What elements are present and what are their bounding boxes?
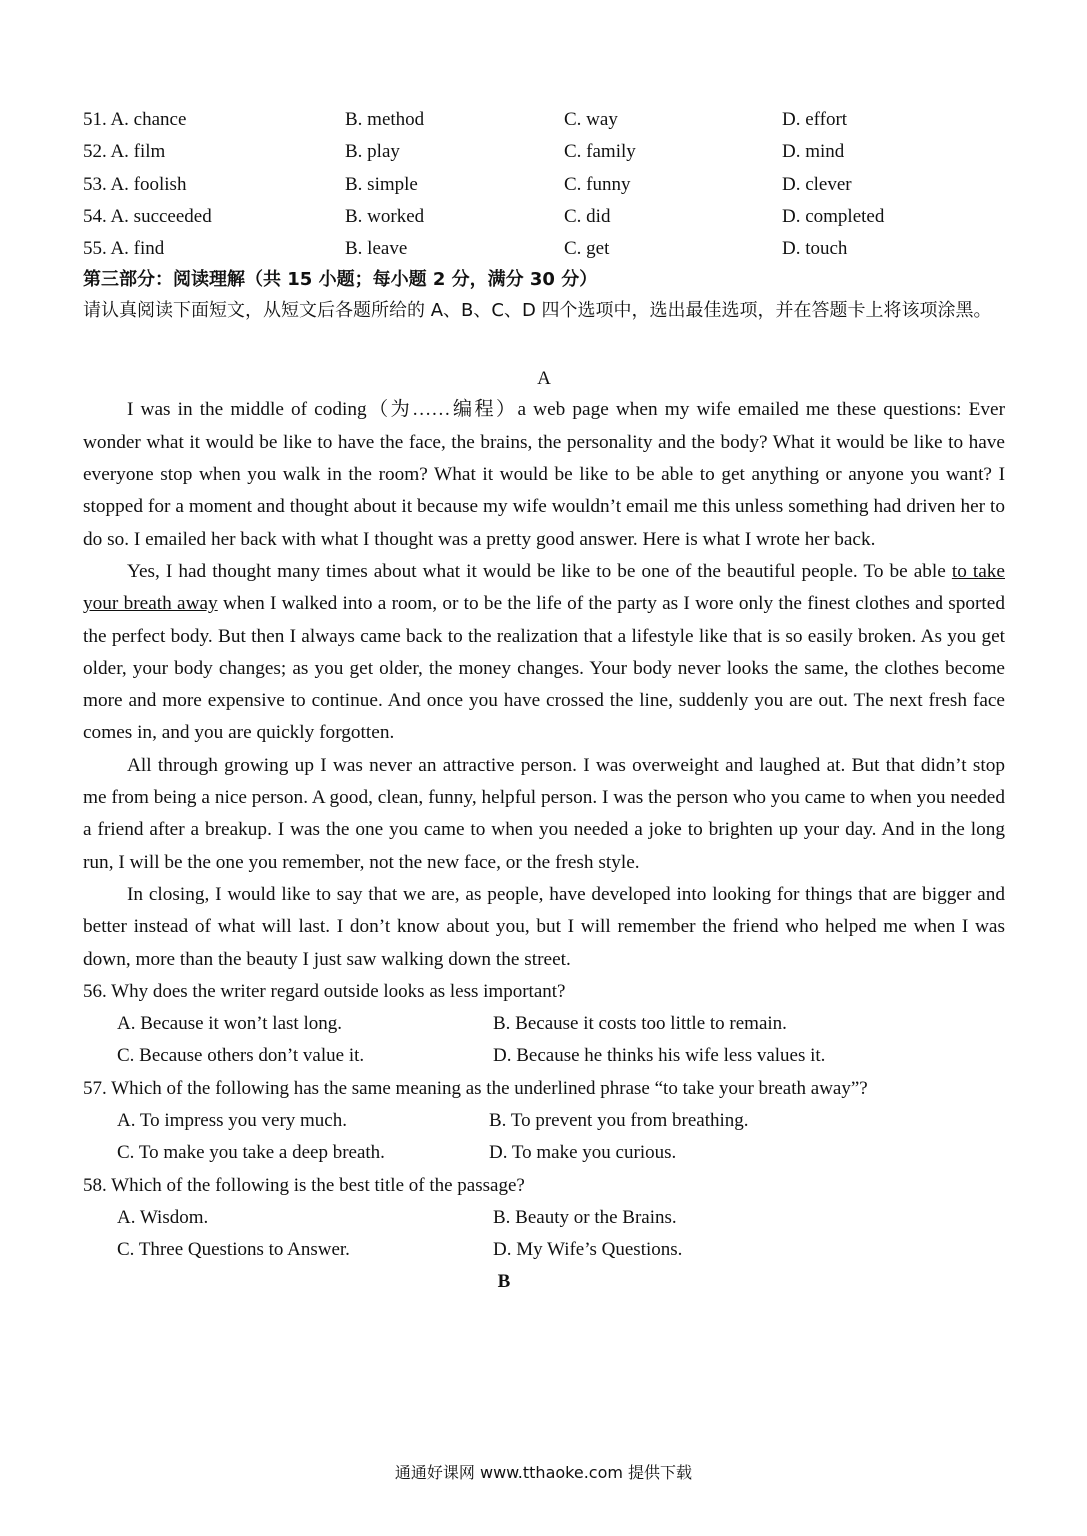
option-row-53 [83, 169, 1005, 201]
option-d: D. clever [782, 173, 852, 195]
paragraph-text: Yes, I had thought many times about what it would be like to be one of the beautiful people. To be able [127, 560, 952, 582]
option-a: 51. A. chance [83, 109, 187, 130]
passage-a-heading: A [537, 368, 551, 390]
option-d: D. mind [782, 141, 845, 163]
option-c: C. did [564, 205, 611, 227]
answer-row [83, 1008, 1005, 1040]
answer-a: A. Wisdom. [117, 1206, 209, 1228]
answer-row [83, 1202, 1005, 1234]
option-row-51 [83, 104, 1005, 136]
cloze-options [83, 104, 1005, 265]
passage-a-paragraph-3: All through growing up I was never an attractive person. I was overweight and laughed at. But that didn’t stop me from being a nice person. A good, clean, funny, helpful person. I was the person who you came to when you needed a friend after a breakup. I was the one you came to when you needed a joke to brighten up your day. And in the long run, I will be the one you remember, not the new face, or the fresh style. [83, 754, 1005, 873]
option-b: B. method [345, 109, 425, 130]
paragraph-text: when I walked into a room, or to be the life of the party as I wore only the finest clothes and sported the perfect body. But then I always came back to the realization that a lifestyle like that is so easily broken. As you get older, your body changes; as you get older, the money changes. Your body never looks the same, the clothes become more and more expensive to continue. And once you have crossed the line, suddenly you are out. The next fresh face comes in, and you are quickly forgotten. [83, 593, 1005, 744]
option-c: C. way [564, 109, 618, 130]
answer-b: B. Because it costs too little to remain. [493, 1013, 787, 1035]
option-a: 52. A. film [83, 141, 166, 163]
option-c: C. funny [564, 173, 631, 195]
option-c: C. family [564, 141, 636, 163]
option-b: B. leave [345, 238, 408, 260]
option-a: 55. A. find [83, 238, 165, 260]
option-a: 54. A. succeeded [83, 205, 212, 227]
passage-b-heading: B [497, 1270, 511, 1292]
answer-a: A. To impress you very much. [117, 1110, 347, 1132]
answer-c: C. Because others don’t value it. [117, 1045, 365, 1067]
answer-c: C. To make you take a deep breath. [117, 1142, 385, 1164]
option-d: D. completed [782, 205, 885, 227]
option-row-54 [83, 201, 1005, 233]
option-row-55 [83, 233, 1005, 265]
question-57 [83, 1073, 1005, 1170]
passage-a-paragraph-1: I was in the middle of coding（为……编程）a web page when my wife emailed me these questions: Ever wonder what it would be like to have the face, the brains, the personality and the body? What it would be like to have everyone stop when you walk in the room? What it would be like to be able to get anything or anyone you want? I stopped for a moment and thought about it because my wife wouldn’t email me this unless something had driven her to do so. I emailed her back with what I thought was a pretty good answer. Here is what I wrote her back. [83, 399, 1005, 550]
answer-d: D. My Wife’s Questions. [493, 1239, 683, 1261]
answer-d: D. Because he thinks his wife less values it. [493, 1045, 826, 1067]
option-b: B. simple [345, 173, 418, 195]
section-title: 第三部分：阅读理解（共 15 小题；每小题 2 分，满分 30 分） [83, 269, 598, 291]
option-b: B. play [345, 141, 400, 163]
option-row-52 [83, 136, 1005, 168]
answer-a: A. Because it won’t last long. [117, 1013, 342, 1035]
answer-d: D. To make you curious. [489, 1142, 677, 1164]
passage-a-paragraph-4: In closing, I would like to say that we are, as people, have developed into looking for things that are bigger and better instead of what will last. I don’t know about you, but I will remember the friend who helped me when I was down, more than the beauty I just saw walking down the street. [83, 883, 1005, 970]
option-c: C. get [564, 238, 610, 260]
answer-row [83, 1040, 1005, 1072]
answer-b: B. To prevent you from breathing. [489, 1110, 749, 1132]
exam-page [83, 104, 1005, 1297]
section-instructions: 请认真阅读下面短文，从短文后各题所给的 A、B、C、D 四个选项中，选出最佳选项，并在答题卡上将该项涂黑。 [83, 300, 992, 322]
question-58 [83, 1170, 1005, 1267]
page-footer: 通通好课网 www.tthaoke.com 提供下载 [394, 1463, 693, 1482]
passage-a-paragraph-2 [83, 556, 1005, 750]
question-56 [83, 976, 1005, 1073]
option-d: D. effort [782, 109, 848, 130]
option-b: B. worked [345, 205, 425, 227]
question-stem: 57. Which of the following has the same meaning as the underlined phrase “to take your breath away”? [83, 1077, 868, 1099]
option-d: D. touch [782, 238, 848, 260]
answer-c: C. Three Questions to Answer. [117, 1239, 350, 1261]
underlined-phrase: to take your breath away [83, 560, 1005, 615]
option-a: 53. A. foolish [83, 173, 187, 195]
question-stem: 58. Which of the following is the best title of the passage? [83, 1174, 525, 1196]
answer-row [83, 1234, 1005, 1266]
answer-b: B. Beauty or the Brains. [493, 1206, 677, 1228]
answer-row [83, 1137, 1005, 1169]
answer-row [83, 1105, 1005, 1137]
question-stem: 56. Why does the writer regard outside looks as less important? [83, 980, 566, 1002]
